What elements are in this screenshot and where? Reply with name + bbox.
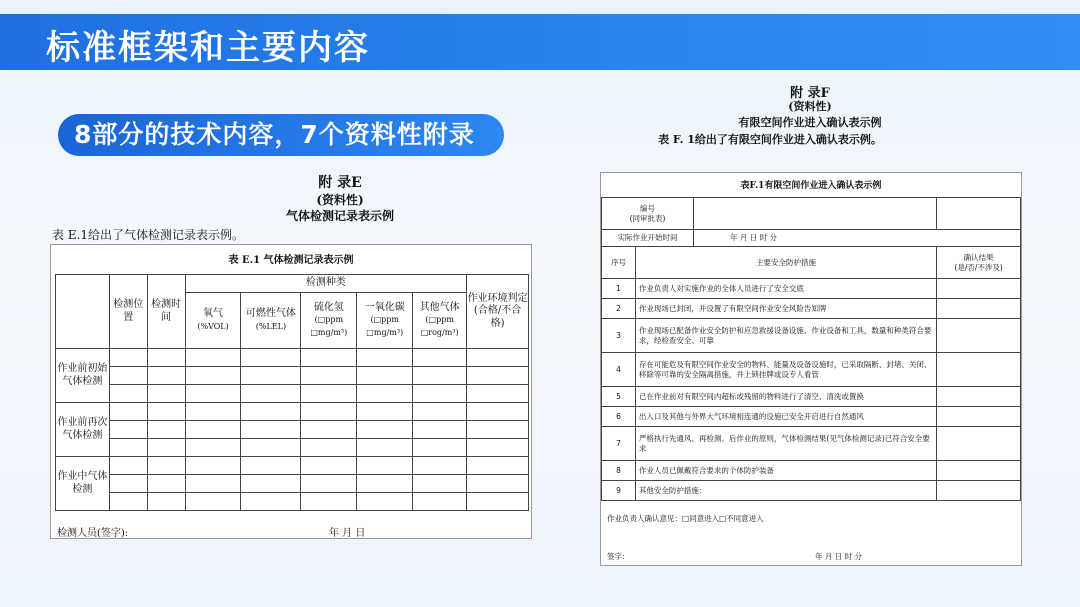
row-label-initial: 作业前初始气体检测 — [56, 349, 110, 403]
item-text: 作业现场已封闭，并设置了有限空间作业安全风险告知牌 — [635, 299, 936, 319]
number-label: 编号 (同审批表) — [602, 198, 694, 229]
subtitle-banner: 8部分的技术内容，7个资料性附录 — [58, 114, 504, 156]
gas-record-table-panel — [50, 244, 532, 539]
col-no: 序号 — [602, 247, 636, 279]
inspector-date: 年 月 日 — [329, 528, 366, 539]
entry-confirmation-panel — [600, 172, 1022, 566]
appendix-f-name: 有限空间作业进入确认表示例 — [738, 116, 882, 129]
appendix-e-heading: 附 录E — [318, 175, 362, 191]
col-result: 确认结果 (是/否/不涉及) — [937, 247, 1021, 279]
col-types: 检测种类 — [185, 275, 467, 293]
item-text: 已在作业前对有限空间内超标或残留的物料进行了清空、清洗或置换 — [635, 387, 936, 407]
item-text: 作业负责人对实施作业的全体人员进行了安全交底 — [635, 279, 936, 299]
item-no: 9 — [602, 481, 636, 501]
entry-confirmation-table — [601, 197, 1021, 501]
item-no: 3 — [602, 319, 636, 353]
gas-record-footer — [57, 524, 527, 539]
col-other: 其他气体 (□ppm □rog/m³) — [413, 293, 467, 349]
item-no: 4 — [602, 353, 636, 387]
appendix-e-nature: (资料性) — [316, 193, 364, 207]
appendix-e-name: 气体检测记录表示例 — [285, 209, 394, 223]
item-no: 1 — [602, 279, 636, 299]
slide-title: 标准框架和主要内容 — [46, 28, 370, 68]
start-time-value: 年 月 日 时 分 — [730, 233, 778, 243]
col-co: 一氧化碳 (□ppm □mg/m³) — [357, 293, 413, 349]
inspector-signature-label: 检测人员(签字): — [57, 528, 129, 539]
item-text: 出入口及其他与外界大气环境相连通的设施已安全开启进行自然通风 — [635, 407, 936, 427]
table-f1-caption: 表F.1有限空间作业进入确认表示例 — [740, 181, 882, 191]
header-blank — [56, 275, 110, 349]
appendix-f-intro: 表 F. 1给出了有限空间作业进入确认表示例。 — [658, 133, 882, 146]
col-measures: 主要安全防护措施 — [635, 247, 936, 279]
item-no: 5 — [602, 387, 636, 407]
appendix-f-nature: (资料性) — [788, 100, 832, 113]
signature-date: 年 月 日 时 分 — [815, 552, 863, 561]
item-text: 作业现场已配备作业安全防护和应急救援设备设施、作业设备和工具，数量和种类符合要求，经检查安全、可靠 — [635, 319, 936, 353]
start-time-label: 实际作业开始时间 — [602, 230, 694, 246]
item-no: 2 — [602, 299, 636, 319]
item-no: 7 — [602, 427, 636, 461]
supervisor-opinion: 作业负责人确认意见：□同意进入□不同意进入 — [607, 514, 764, 523]
col-judgement: 作业环境判定(合格/不合格) — [467, 275, 529, 349]
appendix-f-heading: 附 录F — [790, 86, 830, 101]
row-label-during: 作业中气体检测 — [56, 457, 110, 511]
title-bar — [0, 14, 1080, 70]
item-text: 存在可能危及有限空间作业安全的物料、能量及设备设施时，已采取隔断、封堵、关闭、移除等可靠的安全隔离措施，并上锁挂牌或设专人看管 — [635, 353, 936, 387]
col-h2s: 硫化氢 (□ppm □mg/m³) — [301, 293, 357, 349]
item-no: 6 — [602, 407, 636, 427]
signature-row — [607, 551, 1017, 562]
col-time: 检测时间 — [147, 275, 185, 349]
row-label-recheck: 作业前再次气体检测 — [56, 403, 110, 457]
item-text: 作业人员已佩戴符合要求的个体防护装备 — [635, 461, 936, 481]
table-e1-caption: 表 E.1 气体检测记录表示例 — [228, 255, 354, 266]
item-text: 严格执行先通风、再检测、后作业的原则，气体检测结果(见气体检测记录)已符合安全要求 — [635, 427, 936, 461]
col-combustible: 可燃性气体 (%LEL) — [241, 293, 301, 349]
signature-label: 签字: — [607, 552, 625, 561]
item-no: 8 — [602, 461, 636, 481]
col-oxygen: 氧气 (%VOL) — [185, 293, 241, 349]
appendix-e-intro: 表 E.1给出了气体检测记录表示例。 — [52, 228, 245, 242]
gas-record-table — [55, 274, 529, 511]
item-text: 其他安全防护措施： — [635, 481, 936, 501]
col-position: 检测位置 — [109, 275, 147, 349]
